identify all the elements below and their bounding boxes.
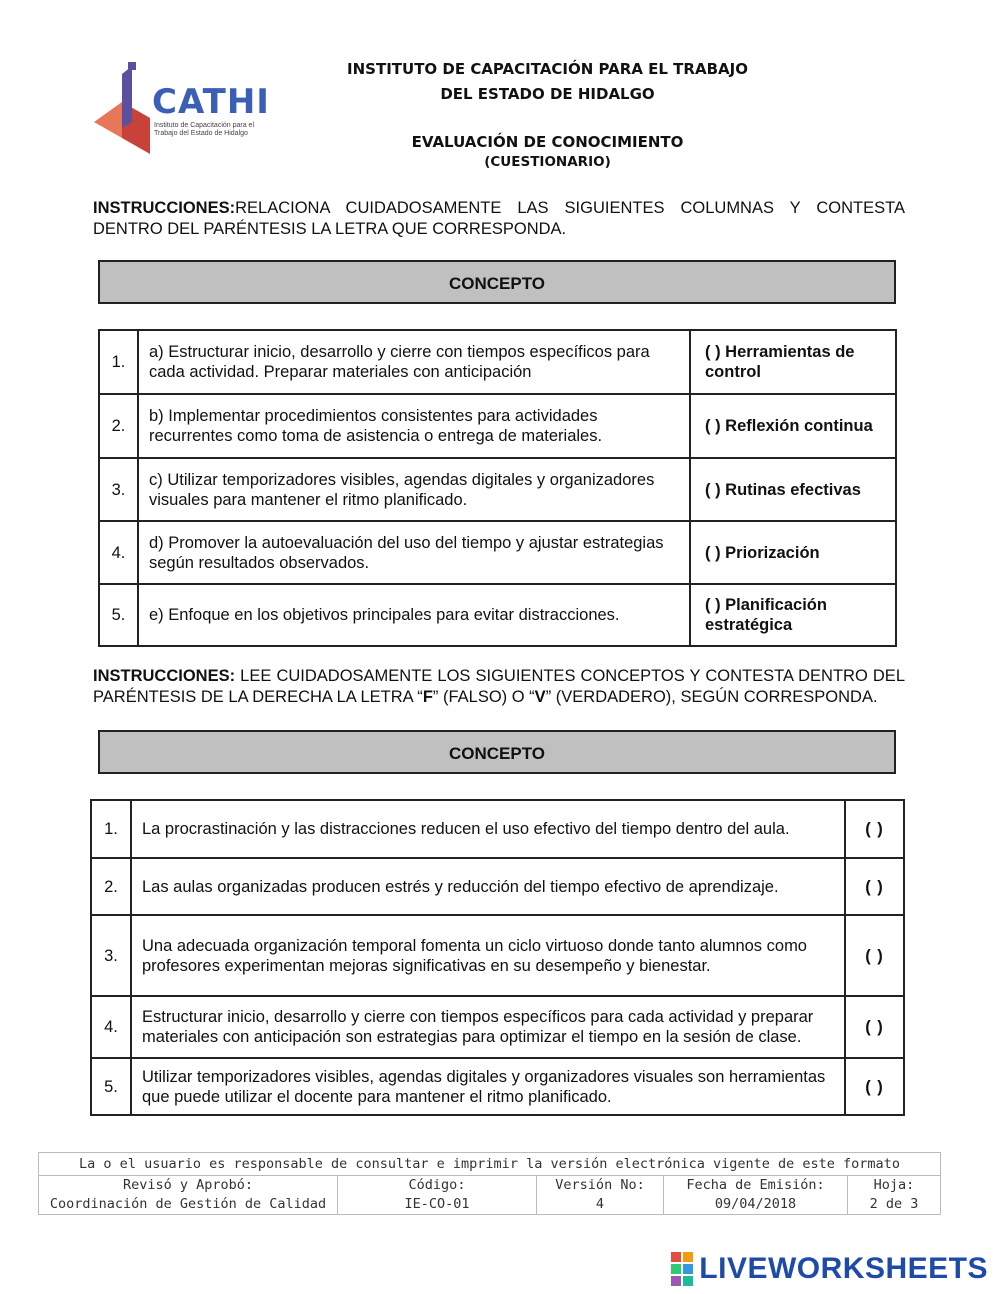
liveworksheets-text: LIVEWORKSHEETS — [699, 1252, 988, 1285]
row-number: 2. — [91, 858, 131, 915]
instructions-1-label: INSTRUCCIONES: — [93, 199, 236, 217]
footer-codigo — [338, 1176, 537, 1215]
answer-box[interactable]: ( ) — [845, 915, 904, 996]
footer-reviso — [39, 1176, 338, 1215]
row-number: 4. — [91, 996, 131, 1058]
row-text: d) Promover la autoevaluación del uso del tiempo y ajustar estrategias según resultados observados. — [138, 521, 690, 584]
liveworksheets-logo-icon — [671, 1252, 693, 1286]
row-option[interactable]: ( ) Priorización — [690, 521, 896, 584]
concept-band-2: CONCEPTO — [98, 730, 896, 774]
footer-hoja-value: 2 de 3 — [869, 1196, 919, 1212]
row-number: 1. — [99, 330, 138, 394]
footer-codigo-value: IE-CO-01 — [404, 1196, 470, 1212]
row-option[interactable]: ( ) Rutinas efectivas — [690, 458, 896, 521]
row-text: Estructurar inicio, desarrollo y cierre con tiempos específicos para cada actividad y preparar materiales con anticipación son estrategias para optimizar el tiempo en la sesión de clase. — [131, 996, 845, 1058]
table-row — [91, 915, 904, 996]
answer-box[interactable]: ( ) — [845, 996, 904, 1058]
concept-band-1: CONCEPTO — [98, 260, 896, 304]
footer-fecha-value: 09/04/2018 — [714, 1196, 797, 1212]
answer-box[interactable]: ( ) — [845, 1058, 904, 1115]
row-number: 5. — [91, 1058, 131, 1115]
footer-hoja-label: Hoja: — [873, 1177, 915, 1193]
row-text: Una adecuada organización temporal fomenta un ciclo virtuoso donde tanto alumnos como profesores experimentan mejoras significativas en su desempeño y bienestar. — [131, 915, 845, 996]
header-line-3: EVALUACIÓN DE CONOCIMIENTO — [411, 133, 684, 151]
footer-version-value: 4 — [595, 1196, 605, 1212]
row-number: 4. — [99, 521, 138, 584]
row-text: a) Estructurar inicio, desarrollo y cierre con tiempos específicos para cada actividad. Preparar materiales con anticipación — [138, 330, 690, 394]
footer-version — [537, 1176, 664, 1215]
row-option[interactable]: ( ) Herramientas de control — [690, 330, 896, 394]
footer-codigo-label: Código: — [408, 1177, 466, 1193]
table-row — [99, 394, 896, 458]
header-line-2: DEL ESTADO DE HIDALGO — [440, 85, 655, 103]
table-row — [99, 330, 896, 394]
instructions-2-part2: ” (FALSO) O “ — [432, 688, 535, 706]
footer-fecha-label: Fecha de Emisión: — [686, 1177, 825, 1193]
instructions-2-label: INSTRUCCIONES: — [93, 667, 236, 685]
instructions-2 — [93, 666, 905, 708]
v-letter: V — [534, 688, 546, 706]
header-line-1: INSTITUTO DE CAPACITACIÓN PARA EL TRABAJO — [347, 60, 748, 78]
table-row — [91, 996, 904, 1058]
cathi-logo — [92, 62, 270, 158]
instructions-1 — [93, 198, 905, 240]
table-row — [91, 1058, 904, 1115]
footer-reviso-value: Coordinación de Gestión de Calidad — [49, 1196, 327, 1212]
row-text: La procrastinación y las distracciones reducen el uso efectivo del tiempo dentro del aula. — [131, 800, 845, 858]
table-row — [91, 858, 904, 915]
table-row — [99, 584, 896, 646]
row-number: 3. — [91, 915, 131, 996]
answer-box[interactable]: ( ) — [845, 858, 904, 915]
logo-subtitle-1: Instituto de Capacitación para el — [154, 122, 255, 129]
footer-version-label: Versión No: — [555, 1177, 645, 1193]
table-row — [91, 800, 904, 858]
footer-fecha — [664, 1176, 848, 1215]
header-line-4: (CUESTIONARIO) — [484, 154, 611, 170]
row-text: Utilizar temporizadores visibles, agendas digitales y organizadores visuales son herramientas que puede utilizar el docente para mantener el ritmo planificado. — [131, 1058, 845, 1115]
instructions-1-text: RELACIONA CUIDADOSAMENTE LAS SIGUIENTES COLUMNAS Y CONTESTA DENTRO DEL PARÉNTESIS LA LETRA QUE CORRESPONDA. — [93, 199, 905, 238]
document-footer — [38, 1152, 941, 1215]
row-option[interactable]: ( ) Reflexión continua — [690, 394, 896, 458]
table-row — [99, 521, 896, 584]
footer-hoja — [848, 1176, 941, 1215]
row-text: Las aulas organizadas producen estrés y reducción del tiempo efectivo de aprendizaje. — [131, 858, 845, 915]
instructions-2-part1: LEE CUIDADOSAMENTE LOS SIGUIENTES CONCEPTOS Y CONTESTA DENTRO DEL PARÉNTESIS DE LA DERECHA LA LETRA “ — [93, 667, 905, 706]
logo-name: CATHI — [152, 82, 270, 122]
matching-table — [98, 329, 897, 647]
true-false-table — [90, 799, 905, 1116]
liveworksheets-watermark[interactable] — [671, 1252, 988, 1286]
answer-box[interactable]: ( ) — [845, 800, 904, 858]
footer-notice: La o el usuario es responsable de consultar e imprimir la versión electrónica vigente de este formato — [39, 1153, 941, 1176]
row-text: b) Implementar procedimientos consistentes para actividades recurrentes como toma de asistencia o entrega de materiales. — [138, 394, 690, 458]
instructions-2-part3: ” (VERDADERO), SEGÚN CORRESPONDA. — [545, 688, 878, 706]
logo-subtitle-2: Trabajo del Estado de Hidalgo — [154, 130, 248, 137]
f-letter: F — [422, 688, 433, 706]
table-row — [99, 458, 896, 521]
row-option[interactable]: ( ) Planificación estratégica — [690, 584, 896, 646]
row-text: c) Utilizar temporizadores visibles, agendas digitales y organizadores visuales para mantener el ritmo planificado. — [138, 458, 690, 521]
row-number: 3. — [99, 458, 138, 521]
footer-reviso-label: Revisó y Aprobó: — [122, 1177, 254, 1193]
row-number: 5. — [99, 584, 138, 646]
row-number: 1. — [91, 800, 131, 858]
row-number: 2. — [99, 394, 138, 458]
row-text: e) Enfoque en los objetivos principales para evitar distracciones. — [138, 584, 690, 646]
